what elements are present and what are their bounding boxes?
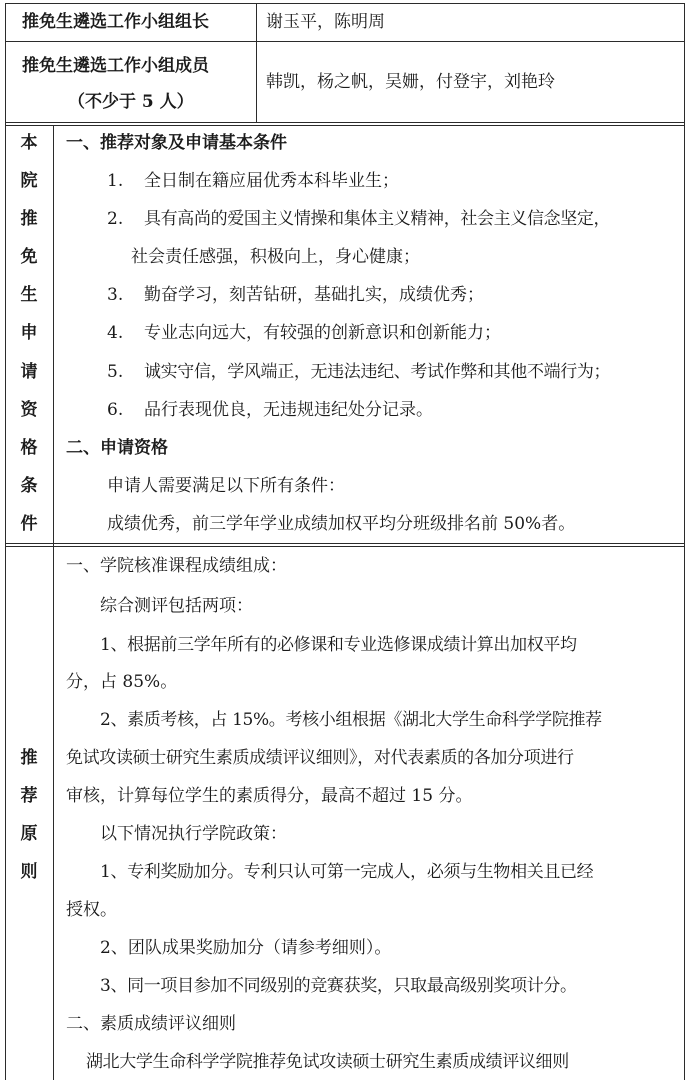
principles-line: 二、素质成绩评议细则 <box>66 1014 236 1034</box>
principles-line: 授权。 <box>66 900 117 920</box>
principles-line: 3、同一项目参加不同级别的竞赛获奖，只取最高级别奖项计分。 <box>100 976 577 996</box>
principles-line: 分，占 85%。 <box>66 672 178 692</box>
condition-item-number: 5. <box>107 362 124 382</box>
side-title-char: 则 <box>20 862 38 882</box>
table-border-left <box>5 3 6 1080</box>
condition-item-text: 具有高尚的爱国主义情操和集体主义精神，社会主义信念坚定， <box>144 209 611 229</box>
side-title-column-divider <box>53 125 54 1080</box>
side-title-char: 格 <box>20 438 38 458</box>
condition-item-number: 4. <box>107 323 124 343</box>
condition-item-text: 专业志向远大，有较强的创新意识和创新能力； <box>144 323 501 343</box>
principles-line: 2、素质考核，占 15%。考核小组根据《湖北大学生命科学学院推荐 <box>100 710 602 730</box>
leader-value: 谢玉平，陈明周 <box>266 12 385 32</box>
side-title-char: 资 <box>20 400 38 420</box>
principles-line: 1、根据前三学年所有的必修课和专业选修课成绩计算出加权平均 <box>100 635 577 655</box>
members-label-line2: （不少于 5 人） <box>68 92 194 112</box>
row-divider-2 <box>5 122 685 123</box>
table-border-right <box>684 3 685 1080</box>
side-title-char: 院 <box>20 171 38 191</box>
side-title-char: 件 <box>20 514 38 534</box>
row-divider-5 <box>5 546 685 547</box>
principles-line: 湖北大学生命科学学院推荐免试攻读硕士研究生素质成绩评议细则 <box>86 1052 569 1072</box>
side-title-char: 条 <box>20 476 38 496</box>
side-title-char: 原 <box>20 824 38 844</box>
side-title-char: 本 <box>20 133 38 153</box>
side-title-char: 生 <box>20 285 38 305</box>
principles-line: 综合测评包括两项： <box>100 596 253 616</box>
row-divider-1 <box>5 41 685 42</box>
condition-item-number: 2. <box>107 209 124 229</box>
principles-line: 1、专利奖励加分。专利只认可第一完成人，必须与生物相关且已经 <box>100 862 594 882</box>
conditions-heading-2: 二、申请资格 <box>66 438 168 458</box>
condition-item-text: 勤奋学习，刻苦钻研，基础扎实，成绩优秀； <box>144 285 484 305</box>
condition-item-number: 6. <box>107 400 124 420</box>
principles-line: 2、团队成果奖励加分（请参考细则）。 <box>100 938 392 958</box>
side-title-char: 请 <box>20 362 38 382</box>
side-title-char: 免 <box>20 247 38 267</box>
requirement-line-1: 申请人需要满足以下所有条件： <box>107 476 345 496</box>
principles-line: 免试攻读硕士研究生素质成绩评议细则》，对代表素质的各加分项进行 <box>66 748 574 768</box>
principles-line: 以下情况执行学院政策： <box>100 824 287 844</box>
side-title-char: 推 <box>20 748 38 768</box>
conditions-heading-1: 一、推荐对象及申请基本条件 <box>66 133 287 153</box>
row-divider-4 <box>5 543 685 544</box>
condition-item-number: 3. <box>107 285 124 305</box>
condition-item-text: 全日制在籍应届优秀本科毕业生； <box>144 171 399 191</box>
leader-label: 推免生遴选工作小组组长 <box>22 12 209 32</box>
header-column-divider <box>256 3 257 122</box>
side-title-char: 荐 <box>20 786 38 806</box>
row-divider-3 <box>5 125 685 126</box>
condition-item-text: 社会责任感强，积极向上，身心健康； <box>131 247 420 267</box>
condition-item-text: 品行表现优良，无违规违纪处分记录。 <box>144 400 433 420</box>
side-title-char: 推 <box>20 209 38 229</box>
table-border-top <box>5 3 685 4</box>
members-label-line1: 推免生遴选工作小组成员 <box>22 56 209 76</box>
condition-item-text: 诚实守信，学风端正，无违法违纪、考试作弊和其他不端行为； <box>144 362 611 382</box>
requirement-line-2: 成绩优秀，前三学年学业成绩加权平均分班级排名前 50%者。 <box>107 514 576 534</box>
members-value: 韩凯，杨之帆，吴姗，付登宇，刘艳玲 <box>266 72 555 92</box>
principles-line: 审核，计算每位学生的素质得分，最高不超过 15 分。 <box>66 786 473 806</box>
condition-item-number: 1. <box>107 171 124 191</box>
side-title-char: 申 <box>20 323 38 343</box>
principles-line: 一、学院核准课程成绩组成： <box>66 556 287 576</box>
